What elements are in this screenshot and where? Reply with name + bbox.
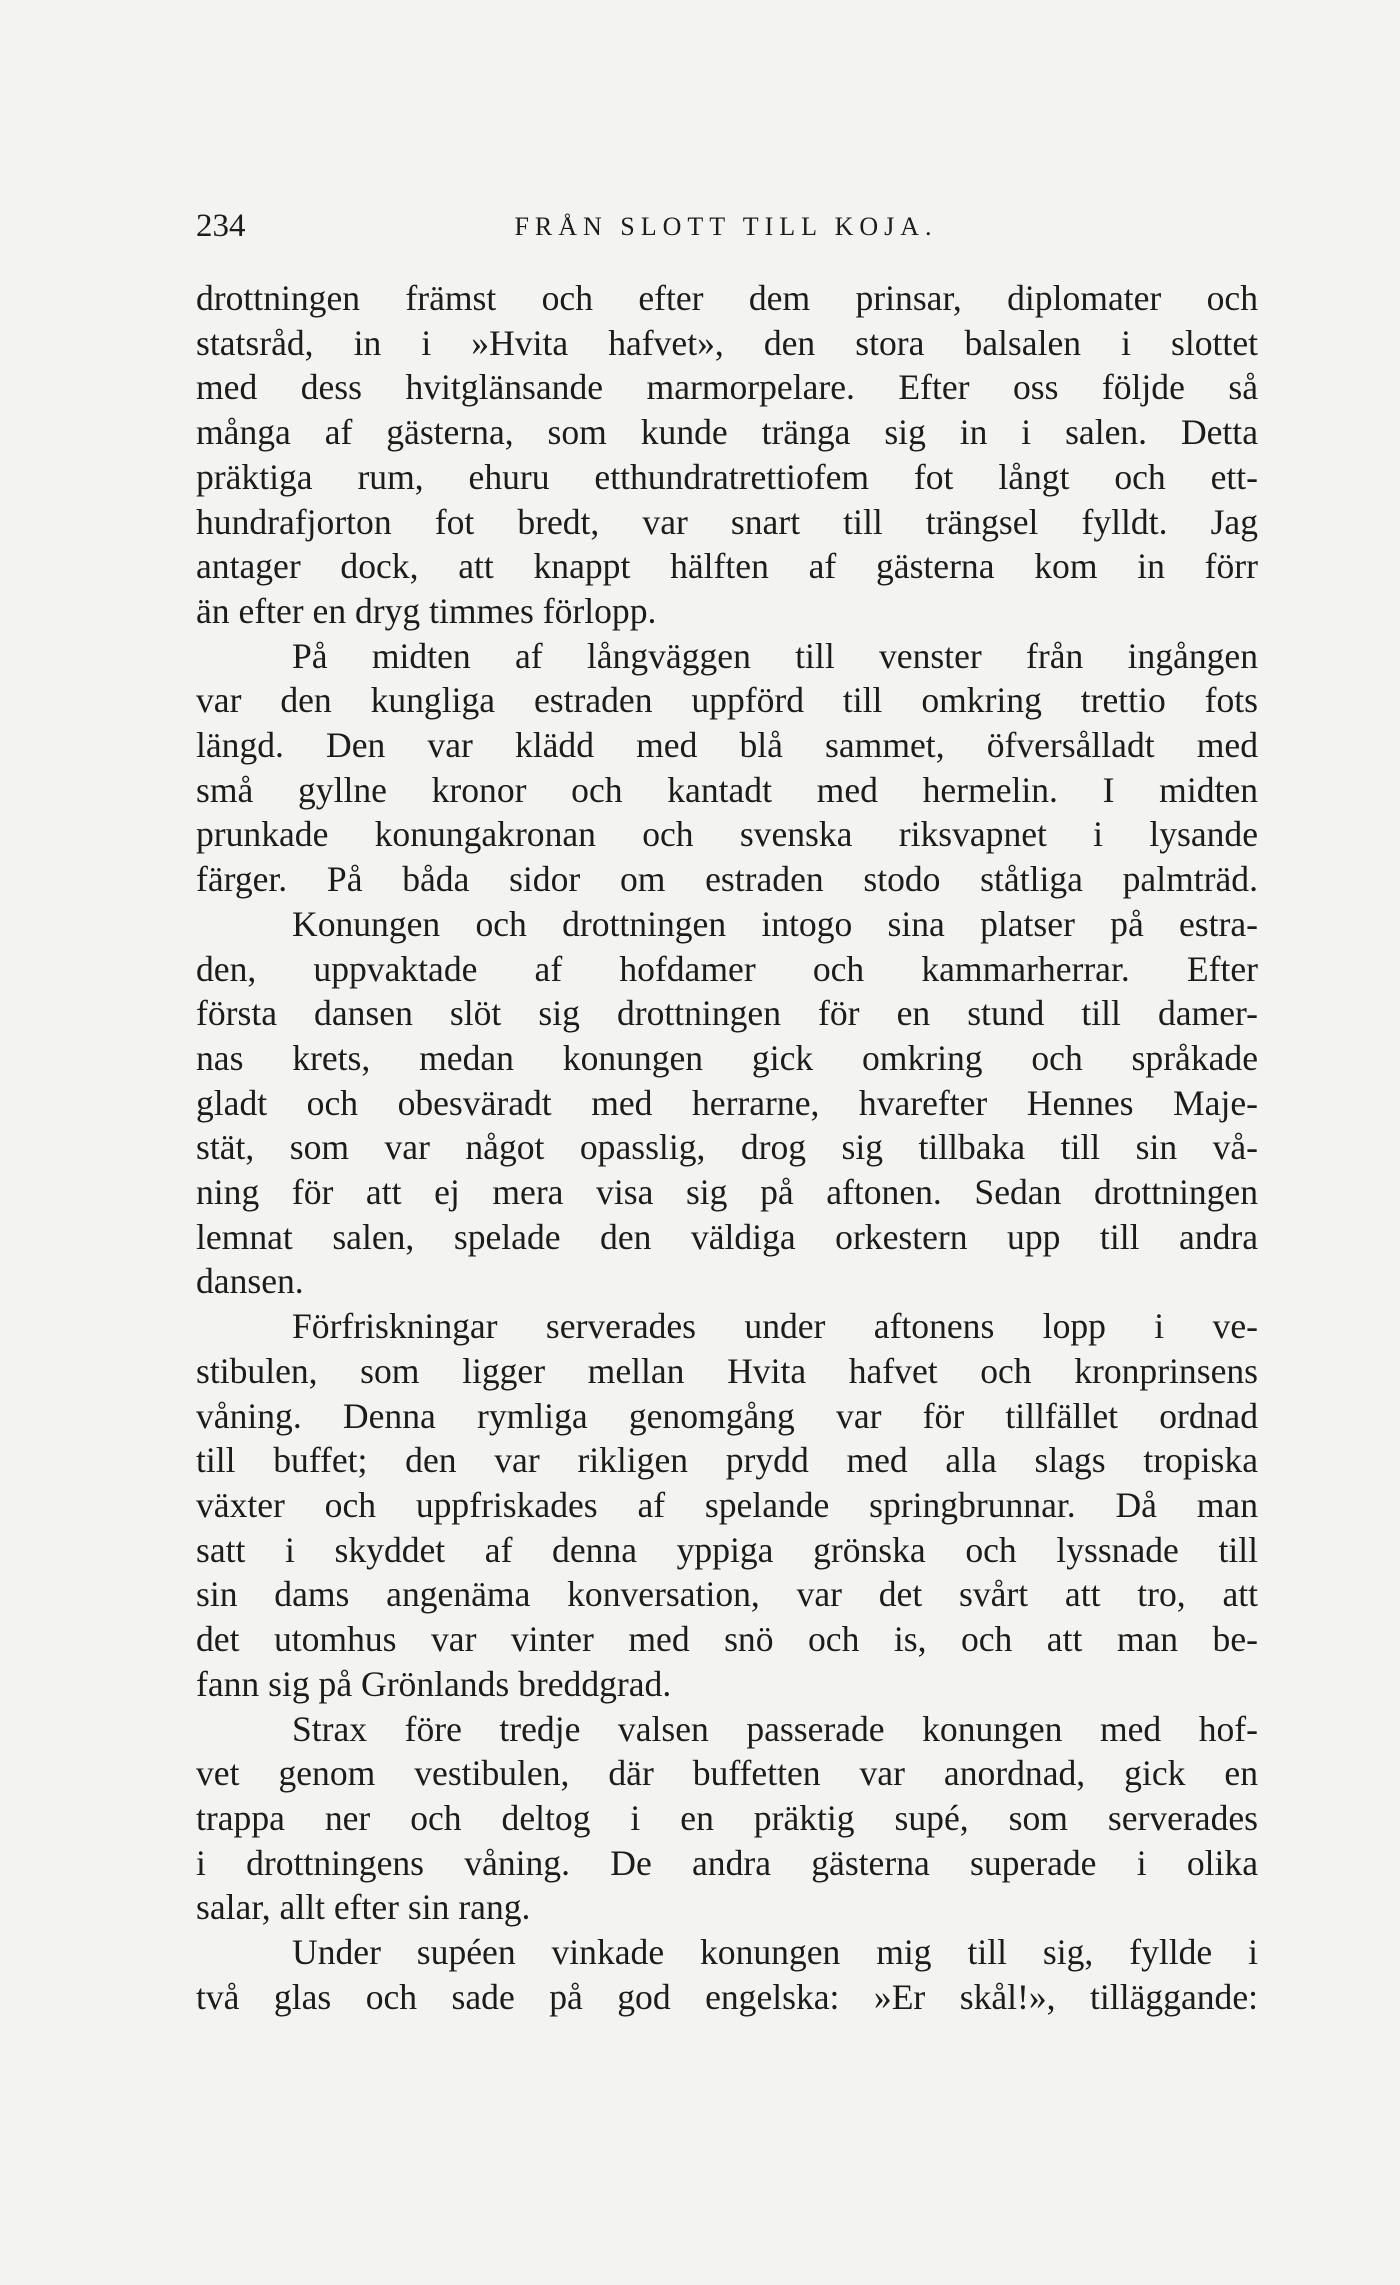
- text-line: drottningen främst och efter dem prinsar, diplomater och: [196, 278, 1258, 318]
- text-line: statsråd, in i »Hvita hafvet», den stora balsalen i slottet: [196, 322, 1258, 363]
- text-line: till buffet; den var rikligen prydd med alla slags tropiska: [196, 1440, 1258, 1481]
- text-line: var den kungliga estraden uppförd till omkring trettio fots: [196, 680, 1258, 721]
- text-line: i drottningens våning. De andra gästerna superade i olika: [196, 1842, 1258, 1883]
- text-line: På midten af långväggen till venster från ingången: [292, 635, 1258, 676]
- text-line: satt i skyddet af denna yppiga grönska och lyssnade till: [196, 1529, 1258, 1570]
- text-line: med dess hvitglänsande marmorpelare. Efter oss följde så: [196, 367, 1258, 408]
- text-line: det utomhus var vinter med snö och is, och att man be-: [196, 1619, 1258, 1660]
- text-line: trappa ner och deltog i en präktig supé, som serverades: [196, 1797, 1258, 1838]
- text-line: ning för att ej mera visa sig på aftonen. Sedan drottningen: [196, 1172, 1258, 1213]
- text-line: färger. På båda sidor om estraden stodo ståtliga palmträd.: [196, 859, 1258, 900]
- text-line: präktiga rum, ehuru etthundratrettiofem fot långt och ett-: [196, 456, 1258, 497]
- text-line: stibulen, som ligger mellan Hvita hafvet och kronprinsens: [196, 1350, 1258, 1391]
- text-line: våning. Denna rymliga genomgång var för tillfället ordnad: [196, 1395, 1258, 1436]
- text-line: dansen.: [196, 1261, 304, 1302]
- text-line: Konungen och drottningen intogo sina platser på estra-: [292, 903, 1258, 944]
- text-line: prunkade konungakronan och svenska riksvapnet i lysande: [196, 814, 1258, 855]
- text-line: Strax före tredje valsen passerade konungen med hof-: [292, 1708, 1258, 1749]
- running-title: FRÅN SLOTT TILL KOJA.: [514, 212, 938, 241]
- text-line: gladt och obesväradt med herrarne, hvarefter Hennes Maje-: [196, 1082, 1258, 1123]
- text-line: små gyllne kronor och kantadt med hermelin. I midten: [196, 769, 1258, 810]
- text-line: fann sig på Grönlands breddgrad.: [196, 1663, 672, 1704]
- text-line: två glas och sade på god engelska: »Er skål!», tilläggande:: [196, 1976, 1258, 2017]
- text-line: den, uppvaktade af hofdamer och kammarherrar. Efter: [196, 948, 1258, 989]
- text-line: lemnat salen, spelade den väldiga orkestern upp till andra: [196, 1216, 1258, 1257]
- text-line: längd. Den var klädd med blå sammet, öfversålladt med: [196, 725, 1258, 766]
- page-header: [196, 208, 1256, 252]
- body-text: [196, 276, 1258, 2019]
- text-line: första dansen slöt sig drottningen för en stund till damer-: [196, 993, 1258, 1034]
- text-line: Förfriskningar serverades under aftonens lopp i ve-: [292, 1306, 1258, 1347]
- text-line: sin dams angenäma konversation, var det svårt att tro, att: [196, 1574, 1258, 1615]
- text-line: nas krets, medan konungen gick omkring och språkade: [196, 1037, 1258, 1078]
- page-number: 234: [196, 208, 246, 244]
- text-line: vet genom vestibulen, där buffetten var anordnad, gick en: [196, 1753, 1258, 1794]
- text-line: hundrafjorton fot bredt, var snart till trängsel fylldt. Jag: [196, 501, 1258, 542]
- text-line: växter och uppfriskades af spelande springbrunnar. Då man: [196, 1484, 1258, 1525]
- text-line: många af gästerna, som kunde tränga sig in i salen. Detta: [196, 412, 1258, 453]
- text-line: salar, allt efter sin rang.: [196, 1887, 531, 1928]
- text-line: än efter en dryg timmes förlopp.: [196, 590, 657, 631]
- text-line: Under supéen vinkade konungen mig till sig, fyllde i: [292, 1932, 1258, 1973]
- text-line: stät, som var något opasslig, drog sig tillbaka till sin vå-: [196, 1127, 1258, 1168]
- text-line: antager dock, att knappt hälften af gästerna kom in förr: [196, 546, 1258, 587]
